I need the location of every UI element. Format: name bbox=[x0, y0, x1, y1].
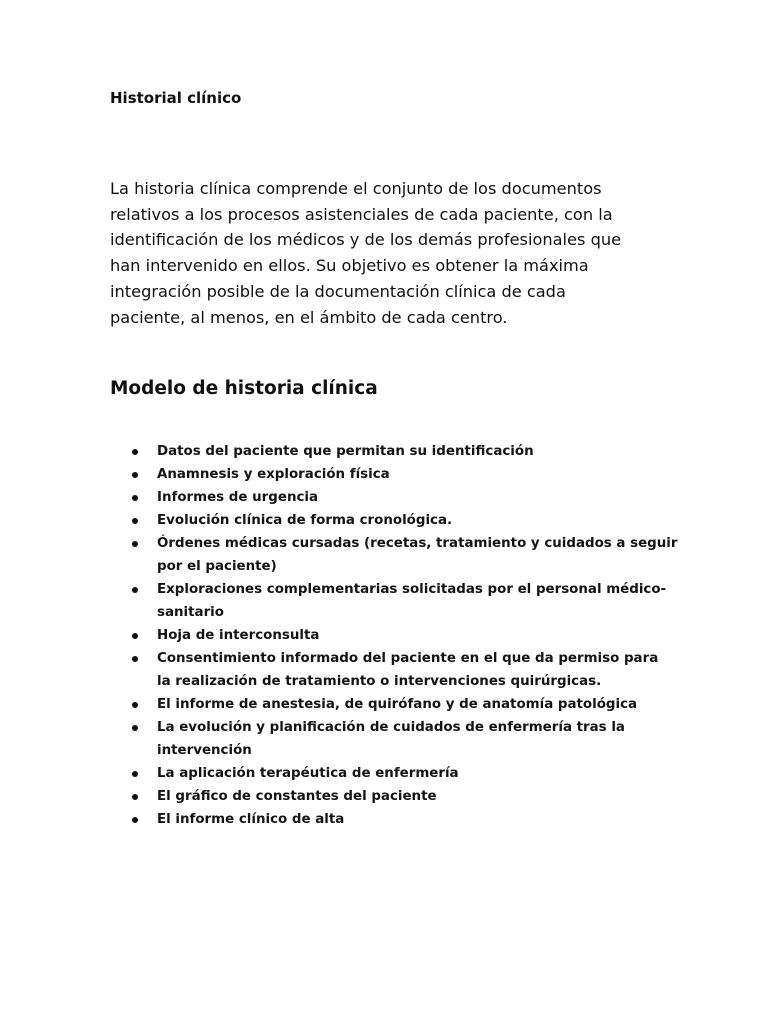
list-item-text: Órdenes médicas cursadas (recetas, tratamiento y cuidados a seguir bbox=[157, 536, 678, 551]
document-title: Historial clínico bbox=[110, 89, 242, 107]
intro-line: identificación de los médicos y de los demás profesionales que bbox=[110, 230, 622, 250]
bullet-icon bbox=[132, 794, 138, 800]
bullet-icon bbox=[132, 702, 138, 708]
bullet-icon bbox=[132, 725, 138, 731]
list-item-text: por el paciente) bbox=[157, 559, 277, 574]
list-item-text: Datos del paciente que permitan su identificación bbox=[157, 444, 534, 459]
intro-line: La historia clínica comprende el conjunto de los documentos bbox=[110, 179, 602, 198]
bullet-icon bbox=[132, 771, 138, 777]
list-item-text: Anamnesis y exploración física bbox=[157, 467, 390, 482]
list-item-text: Informes de urgencia bbox=[157, 490, 319, 505]
list-item-text: Exploraciones complementarias solicitadas por el personal médico- bbox=[157, 582, 667, 597]
list-item-text: La evolución y planificación de cuidados de enfermería tras la bbox=[157, 720, 625, 735]
bullet-icon bbox=[132, 656, 138, 662]
list-item-text: El informe de anestesia, de quirófano y de anatomía patológica bbox=[157, 697, 638, 712]
bullet-icon bbox=[132, 518, 138, 524]
list-item-text: Hoja de interconsulta bbox=[157, 628, 320, 643]
list-item-text: Evolución clínica de forma cronológica. bbox=[157, 513, 453, 528]
intro-line: han intervenido en ellos. Su objetivo es obtener la máxima bbox=[110, 256, 589, 276]
bullet-icon bbox=[132, 541, 138, 547]
list-item-text: la realización de tratamiento o intervenciones quirúrgicas. bbox=[157, 674, 602, 689]
bullet-icon bbox=[132, 472, 138, 478]
list-item-text: intervención bbox=[157, 743, 252, 758]
list-item-text: El gráfico de constantes del paciente bbox=[157, 789, 437, 804]
bullet-icon bbox=[132, 587, 138, 593]
bullet-icon bbox=[132, 633, 138, 639]
bullet-icon bbox=[132, 449, 138, 455]
list-item-text: El informe clínico de alta bbox=[157, 812, 345, 827]
list-item-text: Consentimiento informado del paciente en el que da permiso para bbox=[157, 651, 659, 666]
bullet-icon bbox=[132, 495, 138, 501]
intro-paragraph bbox=[110, 176, 670, 330]
bullet-icon bbox=[132, 817, 138, 823]
intro-line: relativos a los procesos asistenciales de cada paciente, con la bbox=[110, 204, 613, 224]
list-item-text: sanitario bbox=[157, 605, 224, 620]
list-item-text: La aplicación terapéutica de enfermería bbox=[157, 766, 459, 781]
intro-line: integración posible de la documentación clínica de cada bbox=[110, 281, 566, 301]
intro-line: paciente, al menos, en el ámbito de cada centro. bbox=[110, 307, 508, 327]
section-heading: Modelo de historia clínica bbox=[110, 378, 378, 399]
